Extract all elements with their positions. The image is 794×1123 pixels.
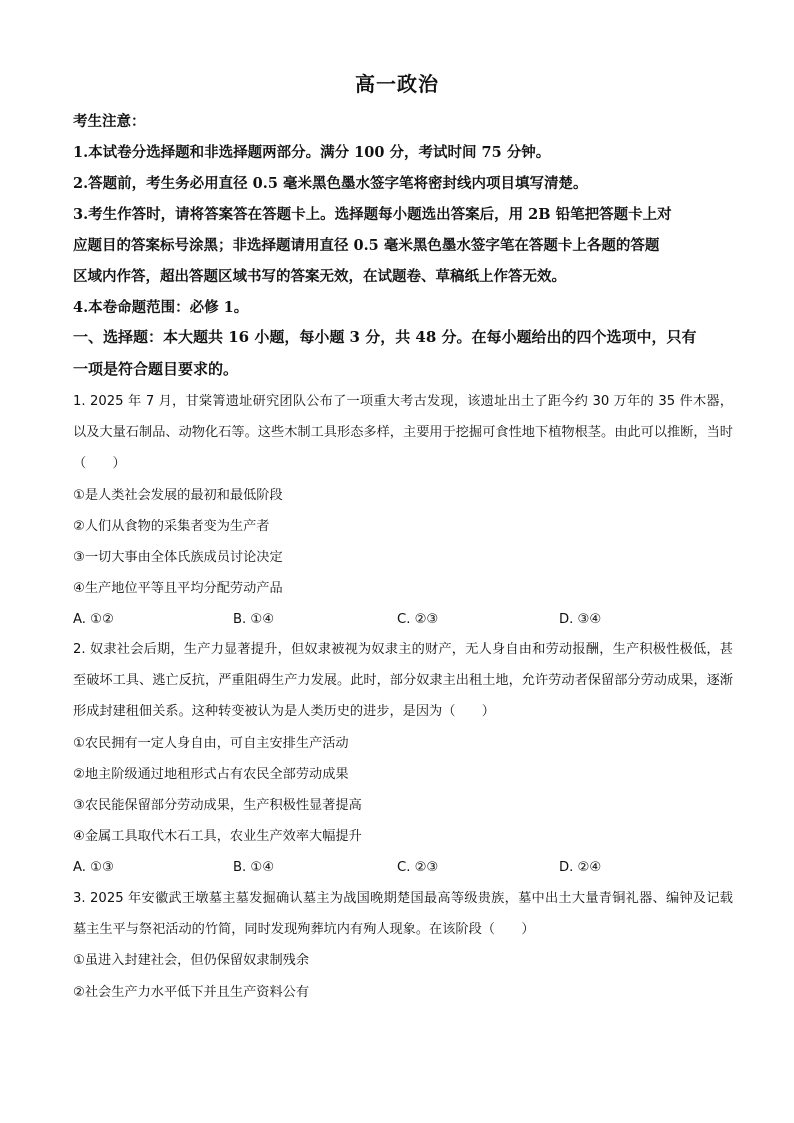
notice-item: 区域内作答，超出答题区域书写的答案无效，在试题卷、草稿纸上作答无效。 [73,268,566,285]
question-1 [73,386,733,636]
statement-option: ①虽进入封建社会，但仍保留奴隶制残余 [73,953,310,969]
section-heading-line: 一、选择题：本大题共 16 小题，每小题 3 分，共 48 分。在每小题给出的四个选项中，只有 [73,328,697,346]
page-title: 高一政治 [355,72,439,96]
choice-c: C. ②③ [397,612,439,628]
question-stem: 1. 2025 年 7 月，甘棠箐遗址研究团队公布了一项重大考古发现，该遗址出土了距今约 30 万年的 35 件木器，以及大量石制品、动物化石等。这些木制工具形态多样，主要用于挖掘可食性地下植物根茎。由此可以推断，当时（ ） [73,394,733,472]
statement-option: ④金属工具取代木石工具，农业生产效率大幅提升 [73,829,362,845]
statement-option: ③农民能保留部分劳动成果，生产积极性显著提高 [73,798,362,814]
notice-item: 2.答题前，考生务必用直径 0.5 毫米黑色墨水签字笔将密封线内项目填写清楚。 [73,175,588,192]
statement-option: ④生产地位平等且平均分配劳动产品 [73,581,283,597]
choice-b: B. ①④ [233,860,275,876]
choice-b: B. ①④ [233,612,275,628]
answer-choices [73,604,733,635]
statement-option: ③一切大事由全体氏族成员讨论决定 [73,550,283,566]
notice-item: 4.本卷命题范围：必修 1。 [73,299,249,316]
choice-d: D. ②④ [559,860,602,876]
notice-item: 应题目的答案标号涂黑；非选择题请用直径 0.5 毫米黑色墨水签字笔在答题卡上各题的答题 [73,237,660,254]
question-stem: 3. 2025 年安徽武王墩墓主墓发掘确认墓主为战国晚期楚国最高等级贵族，墓中出土大量青铜礼器、编钟及记载墓主生平与祭祀活动的竹简，同时发现殉葬坑内有殉人现象。在该阶段（ ） [73,891,733,938]
notice-heading: 考生注意： [73,113,146,130]
notice-item: 3.考生作答时，请将答案答在答题卡上。选择题每小题选出答案后，用 2B 铅笔把答题卡上对 [73,206,672,223]
choice-d: D. ③④ [559,612,602,628]
choice-a: A. ①③ [73,860,114,876]
question-3 [73,883,733,1008]
choice-a: A. ①② [73,612,114,628]
notice-item: 1.本试卷分选择题和非选择题两部分。满分 100 分，考试时间 75 分钟。 [73,144,551,161]
statement-option: ①农民拥有一定人身自由，可自主安排生产活动 [73,735,349,751]
answer-choices [73,852,733,883]
question-2 [73,634,733,884]
statement-option: ②人们从食物的采集者变为生产者 [73,518,270,534]
statement-option: ①是人类社会发展的最初和最低阶段 [73,487,283,503]
statement-option: ②地主阶级通过地租形式占有农民全部劳动成果 [73,766,349,782]
question-stem: 2. 奴隶社会后期，生产力显著提升，但奴隶被视为奴隶主的财产，无人身自由和劳动报酬，生产积极性极低，甚至破坏工具、逃亡反抗，严重阻碍生产力发展。此时，部分奴隶主出租土地，允许劳动者保留部分劳动成果，逐渐形成封建租佃关系。这种转变被认为是人类历史的进步，是因为（ ） [73,642,733,720]
section-heading-line: 一项是符合题目要求的。 [73,360,239,378]
statement-option: ②社会生产力水平低下并且生产资料公有 [73,984,310,1000]
exam-notice [73,106,733,323]
choice-c: C. ②③ [397,860,439,876]
section-heading [73,321,733,385]
